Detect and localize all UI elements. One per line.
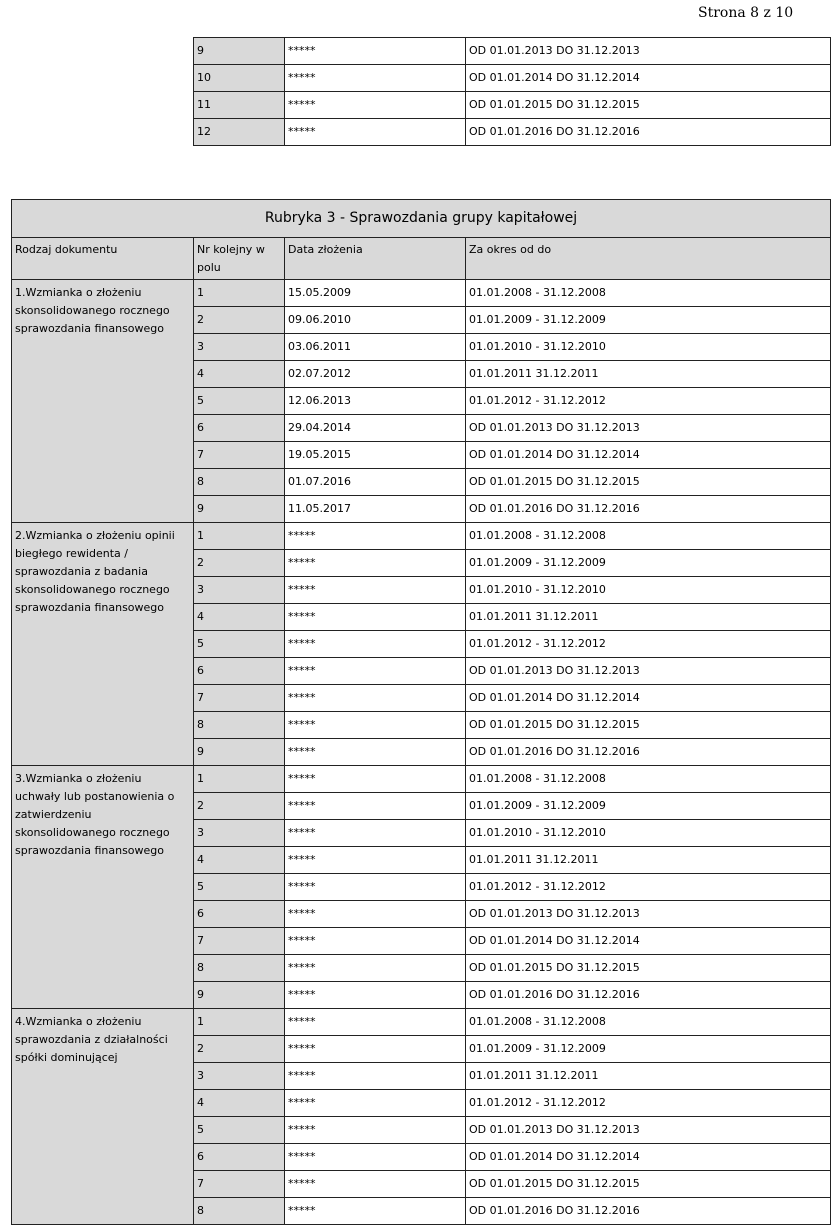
row-number: 1 (194, 280, 285, 307)
row-period: OD 01.01.2016 DO 31.12.2016 (466, 119, 831, 146)
filing-date: ***** (285, 550, 466, 577)
filing-date: 12.06.2013 (285, 388, 466, 415)
row-period: 01.01.2012 - 31.12.2012 (466, 388, 831, 415)
row-number: 2 (194, 550, 285, 577)
row-number: 8 (194, 469, 285, 496)
row-period: OD 01.01.2014 DO 31.12.2014 (466, 685, 831, 712)
row-number: 12 (194, 119, 285, 146)
table-row (12, 523, 831, 550)
filing-date: ***** (285, 847, 466, 874)
row-period: 01.01.2011 31.12.2011 (466, 847, 831, 874)
filing-date: ***** (285, 1009, 466, 1036)
filing-date: 09.06.2010 (285, 307, 466, 334)
row-number: 3 (194, 820, 285, 847)
row-number: 2 (194, 1036, 285, 1063)
row-period: OD 01.01.2015 DO 31.12.2015 (466, 1171, 831, 1198)
row-number: 6 (194, 1144, 285, 1171)
row-number: 5 (194, 631, 285, 658)
filing-date: ***** (285, 1090, 466, 1117)
header-date: Data złożenia (285, 238, 466, 280)
filing-date: ***** (285, 1036, 466, 1063)
header-doc-type: Rodzaj dokumentu (12, 238, 194, 280)
row-period: OD 01.01.2013 DO 31.12.2013 (466, 658, 831, 685)
filing-date: 15.05.2009 (285, 280, 466, 307)
filing-date: 03.06.2011 (285, 334, 466, 361)
row-period: OD 01.01.2013 DO 31.12.2013 (466, 415, 831, 442)
filing-date: 19.05.2015 (285, 442, 466, 469)
filing-date: ***** (285, 1198, 466, 1225)
filing-date: ***** (285, 1144, 466, 1171)
row-number: 6 (194, 901, 285, 928)
row-number: 3 (194, 1063, 285, 1090)
row-number: 5 (194, 1117, 285, 1144)
filing-date: ***** (285, 604, 466, 631)
filing-date: 29.04.2014 (285, 415, 466, 442)
table-row (12, 1009, 831, 1036)
row-period: OD 01.01.2014 DO 31.12.2014 (466, 1144, 831, 1171)
row-period: 01.01.2008 - 31.12.2008 (466, 523, 831, 550)
row-period: 01.01.2010 - 31.12.2010 (466, 334, 831, 361)
row-period: 01.01.2011 31.12.2011 (466, 1063, 831, 1090)
row-period: OD 01.01.2014 DO 31.12.2014 (466, 928, 831, 955)
row-period: 01.01.2009 - 31.12.2009 (466, 793, 831, 820)
table-row (194, 92, 831, 119)
row-value: ***** (285, 65, 466, 92)
filing-date: ***** (285, 1063, 466, 1090)
section-table-body (12, 200, 831, 1225)
row-number: 6 (194, 658, 285, 685)
row-number: 3 (194, 577, 285, 604)
row-number: 2 (194, 307, 285, 334)
filing-date: ***** (285, 631, 466, 658)
filing-date: ***** (285, 793, 466, 820)
table-row (12, 766, 831, 793)
row-number: 4 (194, 1090, 285, 1117)
row-number: 7 (194, 442, 285, 469)
row-number: 1 (194, 766, 285, 793)
filing-date: ***** (285, 523, 466, 550)
document-type: 2.Wzmianka o złożeniu opinii biegłego rewidenta / sprawozdania z badania skonsolidowanego rocznego sprawozdania finansowego (12, 523, 194, 766)
row-number: 1 (194, 1009, 285, 1036)
row-number: 5 (194, 388, 285, 415)
continued-table-body (194, 38, 831, 146)
filing-date: ***** (285, 901, 466, 928)
row-number: 2 (194, 793, 285, 820)
row-value: ***** (285, 38, 466, 65)
header-period: Za okres od do (466, 238, 831, 280)
row-period: 01.01.2010 - 31.12.2010 (466, 820, 831, 847)
section-title: Rubryka 3 - Sprawozdania grupy kapitałowej (12, 200, 831, 238)
filing-date: ***** (285, 955, 466, 982)
table-row (194, 65, 831, 92)
header-nr: Nr kolejny w polu (194, 238, 285, 280)
section-title-row (12, 200, 831, 238)
document-type: 3.Wzmianka o złożeniu uchwały lub postanowienia o zatwierdzeniu skonsolidowanego rocznego sprawozdania finansowego (12, 766, 194, 1009)
row-period: OD 01.01.2013 DO 31.12.2013 (466, 1117, 831, 1144)
row-period: 01.01.2009 - 31.12.2009 (466, 307, 831, 334)
row-number: 9 (194, 982, 285, 1009)
row-number: 5 (194, 874, 285, 901)
row-period: 01.01.2008 - 31.12.2008 (466, 1009, 831, 1036)
row-number: 10 (194, 65, 285, 92)
document-type: 4.Wzmianka o złożeniu sprawozdania z działalności spółki dominującej (12, 1009, 194, 1225)
table-row (194, 119, 831, 146)
row-period: OD 01.01.2015 DO 31.12.2015 (466, 955, 831, 982)
filing-date: ***** (285, 685, 466, 712)
row-number: 6 (194, 415, 285, 442)
row-period: 01.01.2009 - 31.12.2009 (466, 1036, 831, 1063)
row-period: OD 01.01.2016 DO 31.12.2016 (466, 739, 831, 766)
row-period: 01.01.2012 - 31.12.2012 (466, 1090, 831, 1117)
filing-date: ***** (285, 1117, 466, 1144)
continued-table (193, 37, 831, 146)
filing-date: 01.07.2016 (285, 469, 466, 496)
row-number: 8 (194, 955, 285, 982)
row-period: 01.01.2008 - 31.12.2008 (466, 766, 831, 793)
filing-date: ***** (285, 1171, 466, 1198)
section-table (11, 199, 831, 1225)
filing-date: ***** (285, 577, 466, 604)
row-number: 8 (194, 1198, 285, 1225)
document-type: 1.Wzmianka o złożeniu skonsolidowanego rocznego sprawozdania finansowego (12, 280, 194, 523)
row-period: OD 01.01.2014 DO 31.12.2014 (466, 442, 831, 469)
row-number: 11 (194, 92, 285, 119)
row-period: OD 01.01.2015 DO 31.12.2015 (466, 92, 831, 119)
table-row (194, 38, 831, 65)
row-period: OD 01.01.2016 DO 31.12.2016 (466, 982, 831, 1009)
row-period: 01.01.2012 - 31.12.2012 (466, 631, 831, 658)
row-value: ***** (285, 92, 466, 119)
row-period: OD 01.01.2015 DO 31.12.2015 (466, 469, 831, 496)
row-number: 9 (194, 38, 285, 65)
filing-date: ***** (285, 712, 466, 739)
row-number: 3 (194, 334, 285, 361)
row-period: OD 01.01.2014 DO 31.12.2014 (466, 65, 831, 92)
header-row (12, 238, 831, 280)
row-period: OD 01.01.2016 DO 31.12.2016 (466, 496, 831, 523)
row-number: 4 (194, 361, 285, 388)
row-number: 4 (194, 847, 285, 874)
filing-date: ***** (285, 982, 466, 1009)
row-value: ***** (285, 119, 466, 146)
table-row (12, 280, 831, 307)
row-period: OD 01.01.2015 DO 31.12.2015 (466, 712, 831, 739)
row-period: 01.01.2010 - 31.12.2010 (466, 577, 831, 604)
row-period: OD 01.01.2013 DO 31.12.2013 (466, 38, 831, 65)
filing-date: ***** (285, 874, 466, 901)
filing-date: ***** (285, 766, 466, 793)
filing-date: 02.07.2012 (285, 361, 466, 388)
row-number: 8 (194, 712, 285, 739)
row-number: 1 (194, 523, 285, 550)
row-period: 01.01.2011 31.12.2011 (466, 604, 831, 631)
filing-date: ***** (285, 820, 466, 847)
row-number: 9 (194, 739, 285, 766)
row-number: 7 (194, 1171, 285, 1198)
row-period: OD 01.01.2013 DO 31.12.2013 (466, 901, 831, 928)
row-number: 7 (194, 685, 285, 712)
filing-date: ***** (285, 658, 466, 685)
row-number: 4 (194, 604, 285, 631)
filing-date: ***** (285, 739, 466, 766)
filing-date: 11.05.2017 (285, 496, 466, 523)
filing-date: ***** (285, 928, 466, 955)
page-number: Strona 8 z 10 (698, 5, 794, 21)
row-period: OD 01.01.2016 DO 31.12.2016 (466, 1198, 831, 1225)
row-period: 01.01.2009 - 31.12.2009 (466, 550, 831, 577)
row-period: 01.01.2011 31.12.2011 (466, 361, 831, 388)
row-number: 9 (194, 496, 285, 523)
row-period: 01.01.2008 - 31.12.2008 (466, 280, 831, 307)
row-number: 7 (194, 928, 285, 955)
row-period: 01.01.2012 - 31.12.2012 (466, 874, 831, 901)
